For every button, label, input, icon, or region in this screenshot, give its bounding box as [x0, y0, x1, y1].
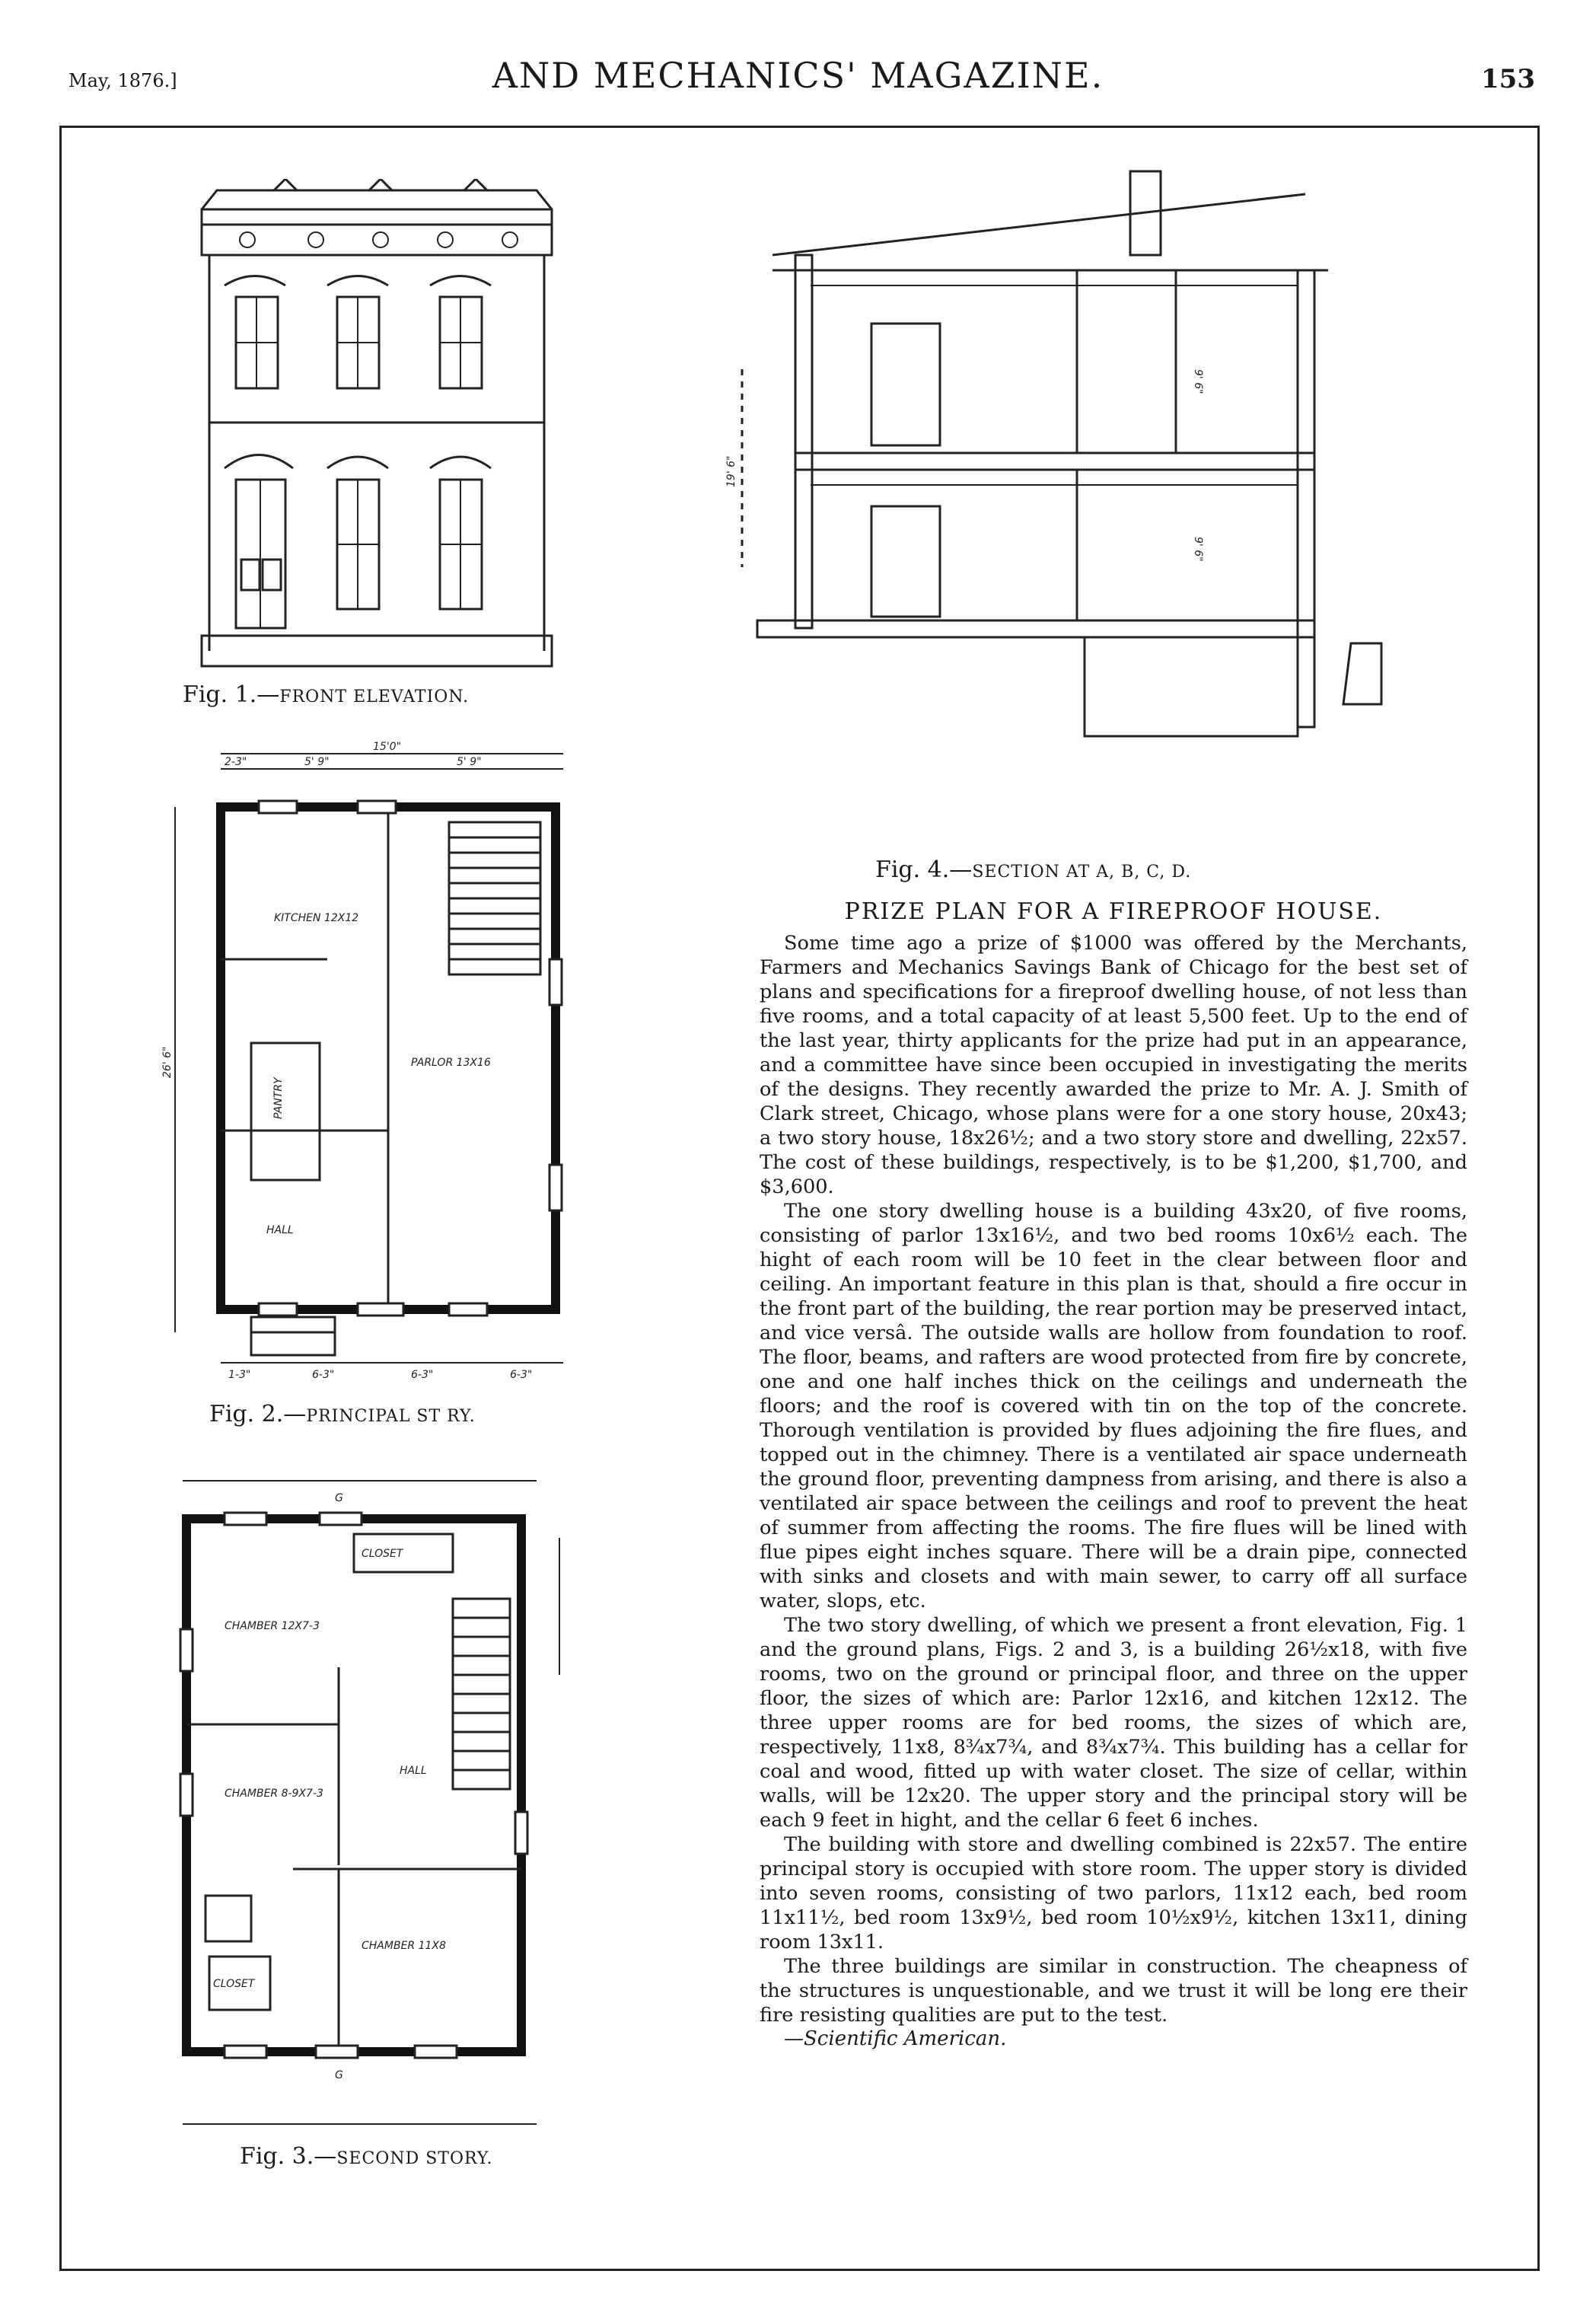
plan-bottom-3: 6-3"	[411, 1369, 434, 1381]
figure-4-caption	[875, 856, 1191, 883]
figure-1-number: Fig. 1.—	[183, 681, 280, 708]
room-kitchen: KITCHEN 12X12	[274, 912, 359, 924]
figure-2-caption	[209, 1401, 476, 1427]
section-upper-height: 9' 6"	[1192, 369, 1204, 394]
plan-dim-left: 2-3"	[225, 756, 247, 768]
figure-front-elevation	[194, 179, 559, 678]
plan-dim-right: 5' 9"	[457, 756, 482, 768]
article-paragraph-4: The building with store and dwelling combined is 22x57. The entire principal story is occupied with store room. The upper story is divided into seven rooms, consisting of two parlors, 11x12 each, bed room 11x11½, bed room 13x9½, bed room 10½x9½, kitchen 13x11, dining room 13x11.	[760, 1833, 1467, 1954]
article-paragraph-2: The one story dwelling house is a building 43x20, of five rooms, consisting of parlor 13x16½, and two bed rooms 10x6½ each. The hight of each room will be 10 feet in the clear between floor and ceiling. An important feature in this plan is that, should a fire occur in the front part of the building, the rear portion may be preserved intact, and vice versâ. The outside walls are hollow from foundation to roof. The floor, beams, and rafters are wood protected from fire by concrete, one and one half inches thick on the ceilings and underneath the floors; and the roof is covered with tin on the top of the concrete. Thorough ventilation is provided by flues adjoining the fire flues, and topped out in the chimney. There is a ventilated air space underneath the ground floor, preventing dampness from arising, and there is also a ventilated air space between the ceilings and roof to prevent the heat of summer from affecting the rooms. The fire flues will be lined with flue pipes eight inches square. There will be a drain pipe, connected with sinks and closets and with main sewer, to carry off all surface water, slops, etc.	[760, 1200, 1467, 1612]
section-height: 19' 6"	[725, 455, 737, 487]
room-chamber-2: CHAMBER 8-9X7-3	[225, 1788, 323, 1800]
header-date: May, 1876.]	[68, 70, 177, 91]
page-number: 153	[1481, 64, 1535, 94]
figure-3-caption	[240, 2143, 493, 2170]
mark-g-top: G	[335, 1492, 343, 1504]
room-chamber-1: CHAMBER 12X7-3	[225, 1620, 320, 1632]
article-paragraph-5: The three buildings are similar in construction. The cheapness of the structures is unquestionable, and we trust it will be long ere their fire resisting qualities are put to the test.	[760, 1955, 1467, 2027]
figure-4-number: Fig. 4.—	[875, 856, 973, 883]
room-closet-upper: CLOSET	[362, 1548, 403, 1560]
plan-bottom-1: 1-3"	[228, 1369, 251, 1381]
section-lower-height: 9' 6"	[1192, 537, 1204, 562]
article-paragraph-3: The two story dwelling, of which we present a front elevation, Fig. 1 and the ground plans, Figs. 2 and 3, is a building 26½x18, with five rooms, two on the ground or principal floor, and three on the upper floor, the sizes of which are: Parlor 12x16, and kitchen 12x12. The three upper rooms are for bed rooms, the sizes of which are, respectively, 11x8, 8¾x7¾, and 8¾x7¾. This building has a cellar for coal and wood, fitted up with water closet. The size of cellar, within walls, will be 12x20. The upper story and the principal story will be each 9 feet in hight, and the cellar 6 feet 6 inches.	[760, 1614, 1467, 1832]
figure-1-label: FRONT ELEVATION.	[279, 687, 470, 706]
plan-depth: 26' 6"	[161, 1046, 174, 1078]
figure-2-number: Fig. 2.—	[209, 1401, 307, 1427]
figure-second-story-plan	[171, 1469, 582, 2139]
front-elevation-drawing	[194, 179, 559, 678]
room-pantry: PANTRY	[272, 1077, 285, 1119]
plan-overall-width: 15'0"	[373, 741, 402, 753]
section-drawing	[719, 156, 1404, 834]
article-paragraph-1: Some time ago a prize of $1000 was offered by the Merchants, Farmers and Mechanics Savings Bank of Chicago for the best set of plans and specifications for a fireproof dwelling house, of not less than five rooms, and a total capacity of at least 5,500 feet. Up to the end of the last year, thirty applicants for the prize had put in an appearance, and a committee have since been occupied in investigating the merits of the designs. They recently awarded the prize to Mr. A. J. Smith of Clark street, Chicago, whose plans were for a one story house, 20x43; a two story house, 18x26½; and a two story store and dwelling, 22x57. The cost of these buildings, respectively, is to be $1,200, $1,700, and $3,600.	[760, 932, 1467, 1198]
room-closet-lower: CLOSET	[213, 1978, 255, 1990]
mark-g-bottom: G	[335, 2069, 343, 2081]
figure-4-label: SECTION AT A, B, C, D.	[972, 863, 1192, 882]
second-story-drawing	[171, 1469, 582, 2139]
room-hall-upper: HALL	[400, 1765, 427, 1777]
room-hall: HALL	[266, 1224, 294, 1236]
article-source: —Scientific American.	[784, 2027, 1007, 2050]
room-chamber-3: CHAMBER 11X8	[362, 1940, 446, 1952]
figure-3-label: SECOND STORY.	[336, 2149, 493, 2168]
figure-section-drawing	[719, 156, 1404, 834]
plan-bottom-2: 6-3"	[312, 1369, 335, 1381]
principal-story-drawing	[160, 731, 578, 1393]
article	[760, 898, 1467, 2050]
figure-principal-story-plan	[160, 731, 578, 1393]
figure-3-number: Fig. 3.—	[240, 2143, 337, 2170]
room-parlor: PARLOR 13X16	[411, 1057, 491, 1069]
plan-bottom-4: 6-3"	[510, 1369, 533, 1381]
figure-1-caption	[183, 681, 469, 708]
article-title: PRIZE PLAN FOR A FIREPROOF HOUSE.	[844, 898, 1383, 925]
header-title: AND MECHANICS' MAGAZINE.	[492, 55, 1104, 96]
plan-dim-mid: 5' 9"	[304, 756, 330, 768]
figure-2-label: PRINCIPAL ST RY.	[306, 1407, 476, 1426]
